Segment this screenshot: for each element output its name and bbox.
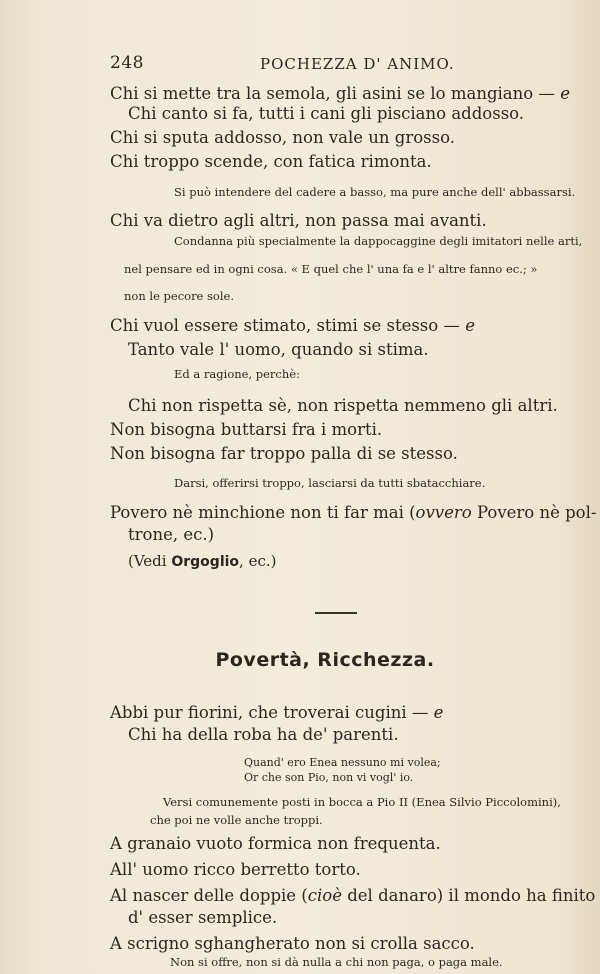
cross-reference: (Vedi Orgoglio, ec.): [128, 551, 277, 570]
commentary-note: non le pecore sole.: [124, 289, 234, 303]
running-title: POCHEZZA D' ANIMO.: [260, 55, 455, 73]
commentary-note: Ed a ragione, perchè:: [174, 366, 300, 381]
page-body: [110, 84, 597, 970]
commentary-note: Condanna più specialmente la dappocaggine degli imitatori nelle arti,: [174, 234, 583, 248]
proverb-line: Chi si mette tra la semola, gli asini se lo mangiano — e: [110, 84, 570, 103]
proverb-line: A granaio vuoto formica non frequenta.: [110, 833, 441, 853]
proverb-line: Non bisogna far troppo palla di se stesso.: [110, 443, 458, 463]
proverb-line: Tanto vale l' uomo, quando si stima.: [128, 339, 429, 359]
proverb-line: Non bisogna buttarsi fra i morti.: [110, 419, 383, 439]
proverb-line: All' uomo ricco berretto torto.: [110, 859, 361, 879]
page-header: [110, 53, 490, 75]
proverb-line: Chi si sputa addosso, non vale un grosso.: [110, 128, 455, 147]
verse-line: Or che son Pio, non vi vogl' io.: [244, 770, 414, 784]
commentary-note: nel pensare ed in ogni cosa. « E quel che l' una fa e l' altre fanno ec.; »: [124, 261, 538, 276]
proverb-line: Chi ha della roba ha de' parenti.: [128, 724, 399, 744]
commentary-note: Versi comunemente posti in bocca a Pio II (Enea Silvio Piccolomini),: [163, 794, 561, 809]
proverb-line: Povero nè minchione non ti far mai (ovvero Povero nè pol-: [110, 502, 597, 522]
proverb-line: Chi vuol essere stimato, stimi se stesso — e: [110, 315, 475, 335]
proverb-line: A scrigno sghangherato non si crolla sacco.: [110, 933, 475, 953]
commentary-note: Si può intendere del cadere a basso, ma pure anche dell' abbassarsi.: [174, 184, 576, 199]
proverb-line: trone, ec.): [128, 524, 215, 544]
verse-line: Quand' ero Enea nessuno mi volea;: [244, 755, 441, 769]
commentary-note: Darsi, offerirsi troppo, lasciarsi da tutti sbatacchiare.: [174, 476, 486, 490]
proverb-line: Chi troppo scende, con fatica rimonta.: [110, 152, 432, 171]
proverb-line: d' esser semplice.: [128, 907, 278, 927]
proverb-line: Chi va dietro agli altri, non passa mai avanti.: [110, 211, 487, 230]
section-divider: [315, 612, 357, 614]
proverb-line: Chi canto si fa, tutti i cani gli pisciano addosso.: [128, 104, 525, 123]
section-title: Povertà, Ricchezza.: [215, 648, 435, 671]
commentary-note: Non si offre, non si dà nulla a chi non paga, o paga male.: [170, 954, 503, 969]
commentary-note: che poi ne volle anche troppi.: [150, 812, 323, 827]
proverb-line: Chi non rispetta sè, non rispetta nemmeno gli altri.: [128, 395, 558, 415]
page-number: 248: [110, 53, 144, 73]
proverb-line: Al nascer delle doppie (cioè del danaro) il mondo ha finito: [110, 885, 596, 905]
proverb-line: Abbi pur fiorini, che troverai cugini — e: [110, 702, 444, 722]
